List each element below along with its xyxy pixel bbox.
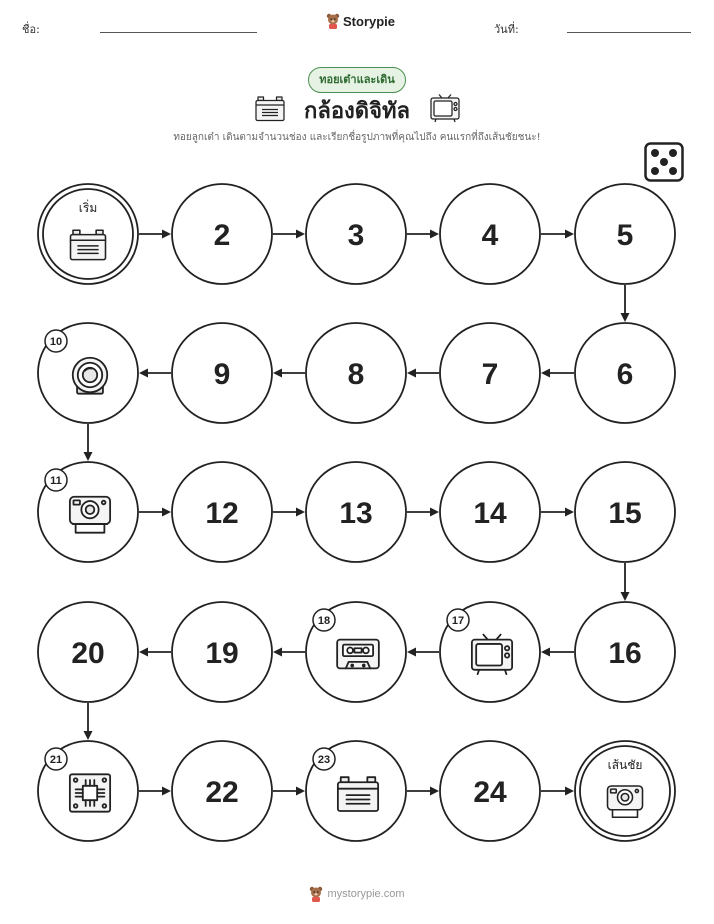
cell-number: 7 [481, 358, 499, 391]
board-cell-4[interactable] [440, 184, 540, 284]
board-cell-21[interactable] [38, 741, 138, 841]
board-cell-11[interactable] [38, 462, 138, 562]
path-arrow [407, 508, 439, 517]
brand-name: Storypie [343, 13, 396, 29]
board-cell-8[interactable] [306, 323, 406, 423]
cell-number: 9 [213, 358, 231, 391]
path-arrow [139, 787, 171, 796]
cell-number: 17 [451, 615, 465, 627]
bear-mascot-icon [309, 886, 323, 902]
instant-camera-icon [608, 786, 643, 817]
board-cell-22[interactable] [172, 741, 272, 841]
footer-site-link[interactable]: mystorypie.com [327, 888, 405, 900]
board-cell-24[interactable] [440, 741, 540, 841]
cell-number: 19 [205, 637, 239, 670]
cell-number: 21 [49, 754, 63, 766]
cell-number: 3 [347, 219, 365, 252]
cell-number: 24 [473, 776, 507, 809]
board-cell-6[interactable] [575, 323, 675, 423]
board-cell-5[interactable] [575, 184, 675, 284]
cell-number: 16 [608, 637, 642, 670]
board-cell-12[interactable] [172, 462, 272, 562]
path-arrow [273, 648, 305, 657]
board-cell-16[interactable] [575, 602, 675, 702]
instructions-text: ทอยลูกเต๋า เดินตามจำนวนช่อง และเรียกชื่อรูปภาพที่คุณไปถึง คนแรกที่ถึงเส้นชัยชนะ! [173, 132, 541, 143]
path-arrow [139, 508, 171, 517]
page-title: กล้องดิจิทัล [304, 99, 410, 124]
board-cell-18[interactable] [306, 602, 406, 702]
cell-number: 22 [205, 776, 239, 809]
path-arrow [541, 230, 574, 239]
board-cell-9[interactable] [172, 323, 272, 423]
board-cell-20[interactable] [38, 602, 138, 702]
board-cell-10[interactable] [38, 323, 138, 423]
board-cell-13[interactable] [306, 462, 406, 562]
cell-number: 14 [473, 497, 507, 530]
cell-number: 13 [339, 497, 373, 530]
retro-tv-icon [472, 635, 512, 675]
board-cell-3[interactable] [306, 184, 406, 284]
board-cell-15[interactable] [575, 462, 675, 562]
path-arrow [541, 787, 574, 796]
cell-number: 5 [616, 219, 634, 252]
cell-number: 6 [616, 358, 634, 391]
path-arrow [407, 369, 439, 378]
cell-number: 18 [317, 615, 331, 627]
cell-number: 11 [50, 475, 62, 487]
cell-number: 23 [317, 754, 331, 766]
cell-number: 12 [205, 497, 239, 530]
instant-camera-icon [70, 497, 110, 533]
cell-number: 2 [213, 219, 231, 252]
path-arrow [407, 648, 439, 657]
circuit-chip-icon [70, 774, 110, 811]
start-label: เริ่ม [78, 201, 98, 215]
path-arrow [139, 230, 171, 239]
path-arrow [541, 648, 574, 657]
board-cell-19[interactable] [172, 602, 272, 702]
cell-number: 20 [71, 637, 105, 670]
cassette-tape-icon [337, 640, 379, 669]
path-arrow [407, 230, 439, 239]
path-arrow [273, 787, 305, 796]
board-cells [38, 184, 675, 841]
board-cell-7[interactable] [440, 323, 540, 423]
path-arrow [139, 648, 171, 657]
path-arrow [541, 369, 574, 378]
camera-lens-icon [73, 358, 108, 394]
board-cell-17[interactable] [440, 602, 540, 702]
cell-number: 15 [608, 497, 642, 530]
board-cell-25[interactable] [575, 741, 675, 841]
car-battery-icon [338, 777, 378, 811]
car-battery-icon [71, 230, 106, 259]
path-arrow [84, 703, 93, 740]
cell-number: 4 [481, 219, 499, 252]
board-cell-2[interactable] [172, 184, 272, 284]
board-cell-14[interactable] [440, 462, 540, 562]
path-arrow [621, 563, 630, 601]
path-arrow [139, 369, 171, 378]
path-arrow [273, 369, 305, 378]
date-label: วันที่: [494, 23, 519, 36]
game-type-badge: ทอยเต๋าและเดิน [308, 67, 406, 93]
path-arrow [84, 424, 93, 461]
cell-number: 10 [49, 336, 63, 348]
finish-label: เส้นชัย [607, 758, 643, 772]
footer [0, 886, 714, 902]
path-arrow [621, 285, 630, 322]
path-arrow [273, 508, 305, 517]
cell-number: 8 [347, 358, 365, 391]
path-arrow [407, 787, 439, 796]
path-arrow [541, 508, 574, 517]
path-arrow [273, 230, 305, 239]
board-cell-23[interactable] [306, 741, 406, 841]
board-cell-1[interactable] [38, 184, 138, 284]
name-label: ชื่อ: [22, 23, 40, 36]
